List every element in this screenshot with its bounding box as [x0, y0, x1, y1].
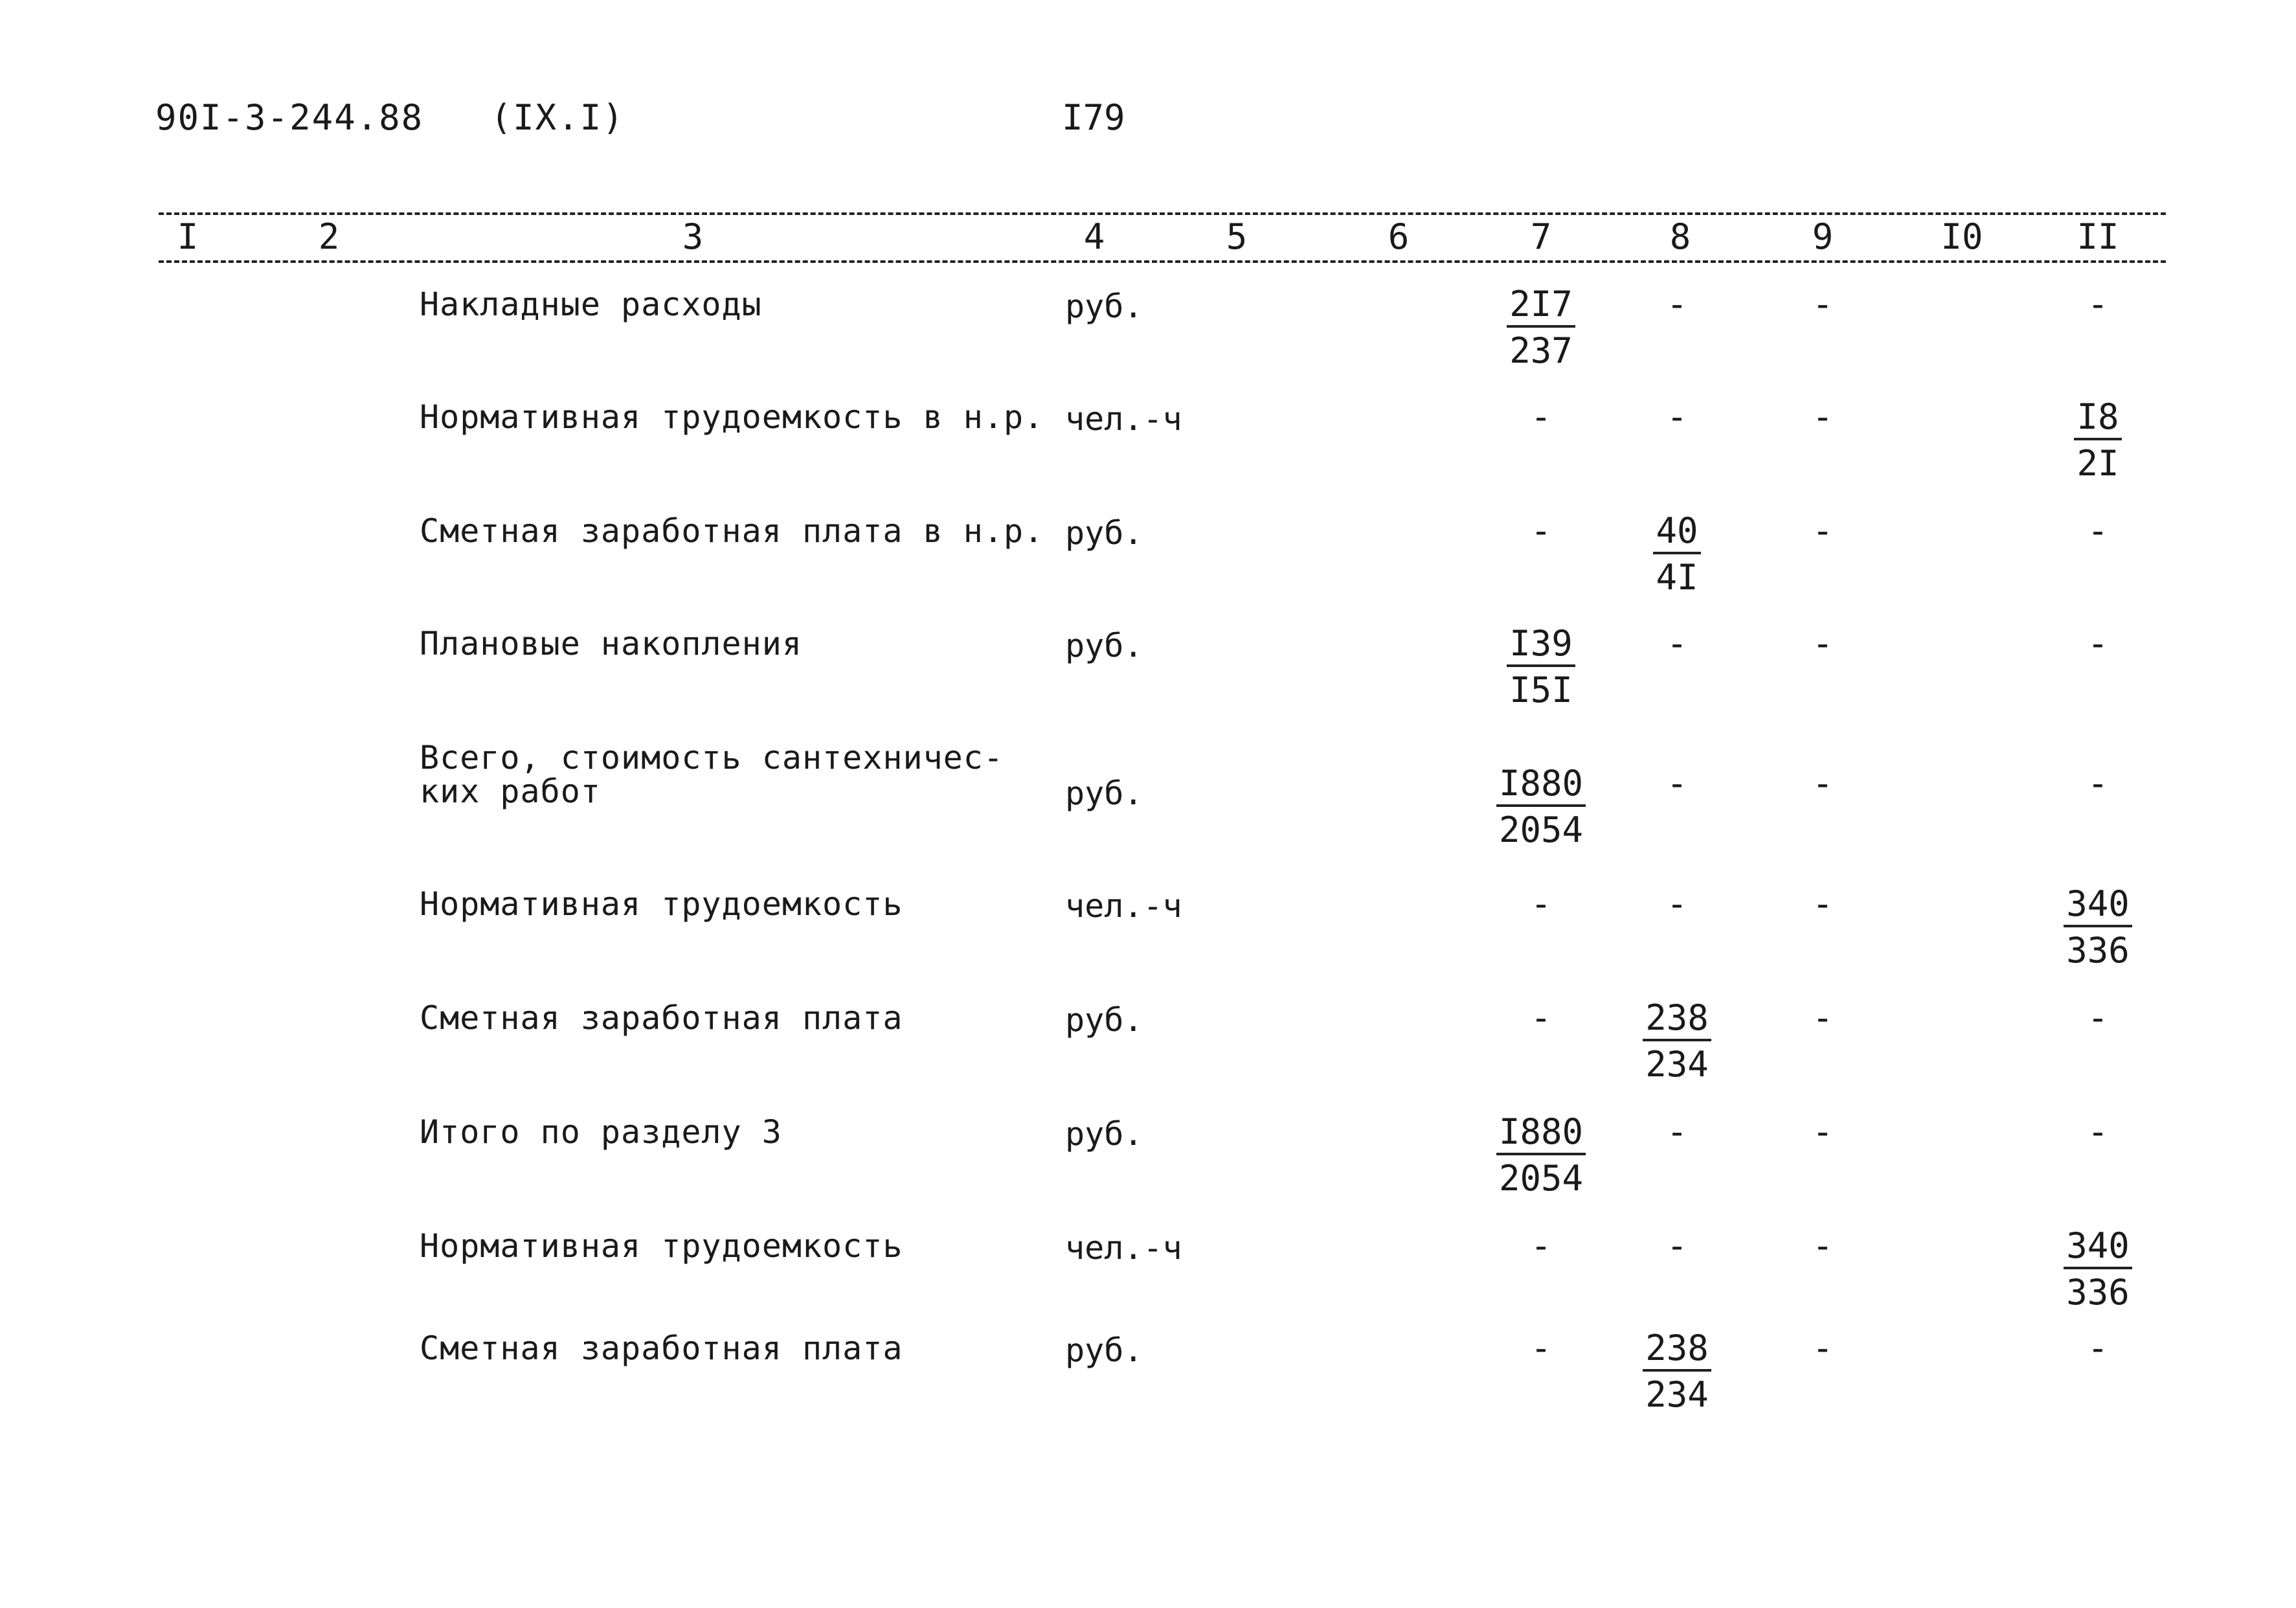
- numerator: 2I7: [1507, 284, 1575, 328]
- empty-value-dash: -: [1666, 623, 1688, 664]
- empty-value-dash: -: [1666, 396, 1688, 437]
- row-unit: чел.-ч: [1065, 887, 1182, 925]
- column-header-6: 6: [1388, 216, 1410, 257]
- empty-value-dash: -: [2087, 997, 2109, 1038]
- empty-value-dash: -: [1812, 623, 1834, 664]
- row-unit: руб.: [1065, 627, 1143, 664]
- row-label: Сметная заработная плата в н.р.: [420, 512, 1044, 550]
- numerator: I39: [1507, 623, 1575, 667]
- row-unit: чел.-ч: [1065, 1229, 1182, 1267]
- row-label: Накладные расходы: [420, 286, 762, 323]
- fraction-value: [1619, 508, 1735, 601]
- row-unit: руб.: [1065, 514, 1143, 552]
- denominator: 237: [1509, 330, 1573, 371]
- numerator: 238: [1643, 1328, 1711, 1372]
- denominator: 2054: [1498, 810, 1584, 850]
- column-header-10: I0: [1941, 216, 1983, 257]
- row-unit: руб.: [1065, 775, 1143, 812]
- empty-value-dash: -: [1666, 883, 1688, 924]
- column-header-5: 5: [1226, 216, 1248, 257]
- row-label: Сметная заработная плата: [420, 1330, 903, 1367]
- empty-value-dash: -: [1530, 510, 1552, 551]
- column-header-3: 3: [682, 216, 704, 257]
- numerator: 340: [2064, 883, 2132, 927]
- denominator: 234: [1645, 1044, 1709, 1085]
- denominator: 4I: [1656, 557, 1698, 598]
- row-unit: руб.: [1065, 1115, 1143, 1153]
- empty-value-dash: -: [1666, 1111, 1688, 1152]
- empty-value-dash: -: [2087, 284, 2109, 324]
- denominator: 2I: [2077, 443, 2119, 484]
- page-number: I79: [1062, 97, 1125, 138]
- fraction-value: [1483, 620, 1599, 714]
- fraction-value: [1619, 995, 1735, 1088]
- empty-value-dash: -: [1812, 284, 1834, 324]
- row-label: Всего, стоимость сантехничес- ких работ: [420, 739, 1004, 810]
- row-unit: руб.: [1065, 1001, 1143, 1039]
- row-label: Плановые накопления: [420, 625, 802, 662]
- numerator: 40: [1653, 510, 1700, 554]
- empty-value-dash: -: [1812, 883, 1834, 924]
- column-header-7: 7: [1530, 216, 1552, 257]
- empty-value-dash: -: [1812, 1111, 1834, 1152]
- empty-value-dash: -: [2087, 1328, 2109, 1368]
- denominator: 336: [2066, 930, 2130, 971]
- column-header-9: 9: [1812, 216, 1834, 257]
- empty-value-dash: -: [1812, 1225, 1834, 1266]
- fraction-value: [1483, 281, 1599, 374]
- empty-value-dash: -: [1530, 997, 1552, 1038]
- empty-value-dash: -: [2087, 510, 2109, 551]
- row-unit: руб.: [1065, 288, 1143, 325]
- numerator: I880: [1496, 1111, 1586, 1155]
- empty-value-dash: -: [2087, 623, 2109, 664]
- empty-value-dash: -: [1530, 1225, 1552, 1266]
- table-header-top-rule: [159, 212, 2166, 215]
- fraction-value: [1483, 760, 1599, 854]
- row-unit: руб.: [1065, 1331, 1143, 1369]
- row-label: Сметная заработная плата: [420, 999, 903, 1037]
- fraction-value: [2040, 1223, 2156, 1316]
- column-header-1: I: [177, 216, 199, 257]
- empty-value-dash: -: [1666, 284, 1688, 324]
- column-header-2: 2: [318, 216, 340, 257]
- fraction-value: [2040, 881, 2156, 974]
- denominator: 2054: [1498, 1158, 1584, 1199]
- row-label: Итого по разделу 3: [420, 1113, 782, 1151]
- fraction-value: [1483, 1109, 1599, 1202]
- empty-value-dash: -: [1530, 1328, 1552, 1368]
- document-code: 90I-3-244.88 (IX.I): [155, 97, 625, 138]
- table-header-bottom-rule: [159, 260, 2166, 263]
- column-header-8: 8: [1669, 216, 1691, 257]
- row-unit: чел.-ч: [1065, 400, 1182, 438]
- numerator: I8: [2074, 396, 2121, 440]
- empty-value-dash: -: [1812, 510, 1834, 551]
- empty-value-dash: -: [1812, 1328, 1834, 1368]
- empty-value-dash: -: [1530, 396, 1552, 437]
- row-label: Нормативная трудоемкость: [420, 1227, 903, 1265]
- denominator: 234: [1645, 1374, 1709, 1415]
- column-header-11: II: [2077, 216, 2119, 257]
- row-label: Нормативная трудоемкость в н.р.: [420, 398, 1044, 436]
- empty-value-dash: -: [1812, 396, 1834, 437]
- row-label: Нормативная трудоемкость: [420, 885, 903, 923]
- empty-value-dash: -: [2087, 763, 2109, 804]
- empty-value-dash: -: [1666, 763, 1688, 804]
- numerator: 238: [1643, 997, 1711, 1041]
- empty-value-dash: -: [1812, 997, 1834, 1038]
- empty-value-dash: -: [2087, 1111, 2109, 1152]
- numerator: I880: [1496, 763, 1586, 807]
- denominator: I5I: [1509, 670, 1573, 710]
- column-header-4: 4: [1083, 216, 1105, 257]
- empty-value-dash: -: [1666, 1225, 1688, 1266]
- fraction-value: [2040, 394, 2156, 487]
- numerator: 340: [2064, 1225, 2132, 1269]
- empty-value-dash: -: [1812, 763, 1834, 804]
- empty-value-dash: -: [1530, 883, 1552, 924]
- denominator: 336: [2066, 1272, 2130, 1313]
- fraction-value: [1619, 1325, 1735, 1418]
